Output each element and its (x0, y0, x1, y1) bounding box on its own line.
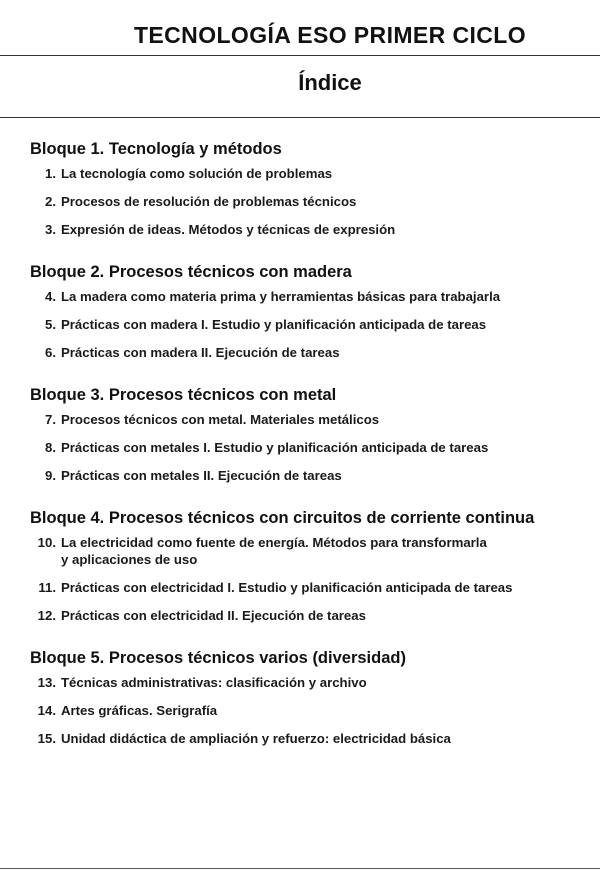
header-divider (0, 55, 600, 56)
bloque-1 (30, 139, 590, 238)
item-number: 6. (45, 345, 56, 360)
item-text: Procesos técnicos con metal. Materiales metálicos (61, 412, 380, 427)
toc-item (30, 411, 590, 428)
item-text: Artes gráficas. Serigrafía (61, 703, 218, 718)
item-text: Prácticas con metales II. Ejecución de tareas (61, 468, 342, 483)
index-divider (0, 117, 600, 118)
item-number: 10. (37, 535, 56, 550)
item-text: Prácticas con electricidad II. Ejecución de tareas (61, 608, 366, 623)
item-number: 4. (45, 289, 56, 304)
item-text: Prácticas con madera II. Ejecución de tareas (61, 345, 340, 360)
item-number: 14. (37, 703, 56, 718)
toc-item (30, 439, 590, 456)
bloque-2 (30, 262, 590, 361)
bloque-title: Bloque 3. Procesos técnicos con metal (30, 386, 337, 404)
table-of-contents (30, 139, 590, 771)
bloque-3 (30, 385, 590, 484)
item-number: 15. (37, 731, 56, 746)
item-number: 13. (37, 675, 56, 690)
toc-item (30, 534, 590, 568)
item-text: Procesos de resolución de problemas técnicos (61, 194, 357, 209)
item-text: Prácticas con metales I. Estudio y planificación anticipada de tareas (61, 440, 489, 455)
toc-item (30, 579, 590, 596)
item-text (61, 534, 590, 568)
item-text: Prácticas con electricidad I. Estudio y planificación anticipada de tareas (61, 580, 513, 595)
item-text-line-2: y aplicaciones de uso (61, 552, 198, 567)
item-number: 11. (38, 580, 56, 595)
index-heading: Índice (298, 70, 362, 95)
toc-item (30, 165, 590, 182)
bloque-title: Bloque 2. Procesos técnicos con madera (30, 263, 352, 281)
bloque-title: Bloque 5. Procesos técnicos varios (diversidad) (30, 649, 406, 667)
item-number: 7. (45, 412, 56, 427)
item-text: La madera como materia prima y herramientas básicas para trabajarla (61, 289, 501, 304)
toc-item (30, 674, 590, 691)
item-number: 8. (45, 440, 56, 455)
item-text: Prácticas con madera I. Estudio y planificación anticipada de tareas (61, 317, 487, 332)
bloque-5 (30, 648, 590, 747)
item-text-line-1: La electricidad como fuente de energía. Métodos para transformarla (61, 535, 487, 550)
item-number: 1. (45, 166, 56, 181)
toc-item (30, 702, 590, 719)
toc-item (30, 288, 590, 305)
item-number: 3. (45, 222, 56, 237)
toc-item (30, 193, 590, 210)
item-text: Unidad didáctica de ampliación y refuerzo: electricidad básica (61, 731, 451, 746)
toc-item (30, 467, 590, 484)
toc-item (30, 221, 590, 238)
bloque-title: Bloque 1. Tecnología y métodos (30, 140, 282, 158)
item-text: Técnicas administrativas: clasificación y archivo (61, 675, 367, 690)
item-number: 5. (45, 317, 56, 332)
item-number: 9. (45, 468, 56, 483)
item-number: 12. (37, 608, 56, 623)
toc-item (30, 730, 590, 747)
toc-item (30, 316, 590, 333)
bloque-title: Bloque 4. Procesos técnicos con circuitos de corriente continua (30, 509, 535, 527)
footer-divider (0, 868, 600, 869)
toc-item (30, 344, 590, 361)
bloque-4 (30, 508, 590, 624)
item-text: La tecnología como solución de problemas (61, 166, 333, 181)
document-title: TECNOLOGÍA ESO PRIMER CICLO (133, 22, 527, 48)
toc-item (30, 607, 590, 624)
item-text: Expresión de ideas. Métodos y técnicas de expresión (61, 222, 396, 237)
item-number: 2. (45, 194, 56, 209)
